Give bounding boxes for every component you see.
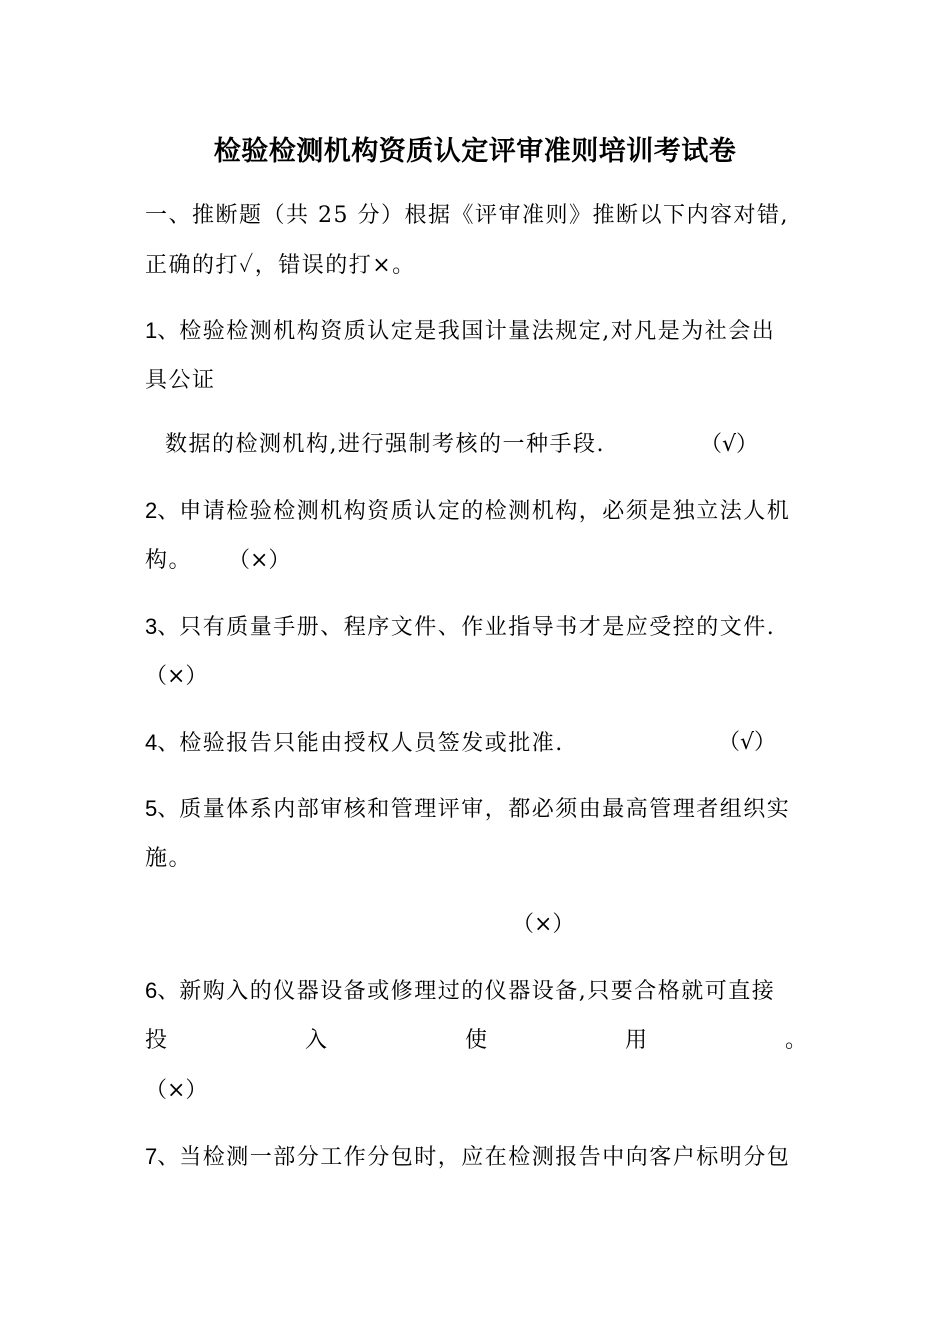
question-1-line-3: 数据的检测机构,进行强制考核的一种手段. <box>165 432 605 457</box>
question-7-number: 7、 <box>145 1144 180 1169</box>
question-5-text-1: 质量体系内部审核和管理评审，都必须由最高管理者组织实 <box>179 797 791 822</box>
question-1-line-2: 具公证 <box>145 368 216 393</box>
question-6-number: 6、 <box>145 978 180 1003</box>
section-heading-line-2: 正确的打✓，错误的打×。 <box>145 253 416 278</box>
question-5-answer: （×） <box>512 912 575 937</box>
question-3-answer: （×） <box>145 664 208 689</box>
question-3-number: 3、 <box>145 614 180 639</box>
question-1-number: 1、 <box>145 318 180 343</box>
question-4-answer: （√） <box>718 730 777 755</box>
question-6-answer: （×） <box>145 1078 208 1103</box>
page-title: 检验检测机构资质认定评审准则培训考试卷 <box>213 136 737 167</box>
question-3-line-1 <box>145 612 807 643</box>
question-1-text-1: 检验检测机构资质认定是我国计量法规定,对凡是为社会出 <box>179 319 776 344</box>
question-4-line-1 <box>145 728 807 759</box>
question-4-number: 4、 <box>145 730 180 755</box>
question-5-number: 5、 <box>145 796 180 821</box>
question-1-line-1 <box>145 316 807 347</box>
question-2-answer: （×） <box>228 548 291 573</box>
question-1-answer: （√） <box>700 432 759 457</box>
question-5-line-2: 施。 <box>145 846 193 871</box>
question-6-line-1 <box>145 976 807 1007</box>
question-6-char-4: 用 <box>624 1028 647 1053</box>
question-6-char-5: 。 <box>784 1028 807 1053</box>
question-2-number: 2、 <box>145 498 180 523</box>
question-3-text-1: 只有质量手册、程序文件、作业指导书才是应受控的文件. <box>179 615 776 640</box>
question-6-char-1: 投 <box>145 1028 168 1053</box>
question-2-line-1 <box>145 496 807 527</box>
question-4-text-1: 检验报告只能由授权人员签发或批准. <box>179 731 564 756</box>
question-5-line-1 <box>145 794 807 825</box>
question-2-line-2: 构。 <box>145 548 193 573</box>
question-6-text-1: 新购入的仪器设备或修理过的仪器设备,只要合格就可直接 <box>179 979 776 1004</box>
question-6-line-2 <box>145 1026 807 1056</box>
question-7-line-1 <box>145 1142 807 1173</box>
question-2-text-1: 申请检验检测机构资质认定的检测机构，必须是独立法人机 <box>179 499 791 524</box>
section-heading-line-1: 一、推断题（共 25 分）根据《评审准则》推断以下内容对错, <box>145 203 789 228</box>
question-7-text-1: 当检测一部分工作分包时，应在检测报告中向客户标明分包 <box>179 1145 791 1170</box>
question-6-char-2: 入 <box>304 1028 327 1053</box>
question-6-char-3: 使 <box>464 1028 487 1053</box>
